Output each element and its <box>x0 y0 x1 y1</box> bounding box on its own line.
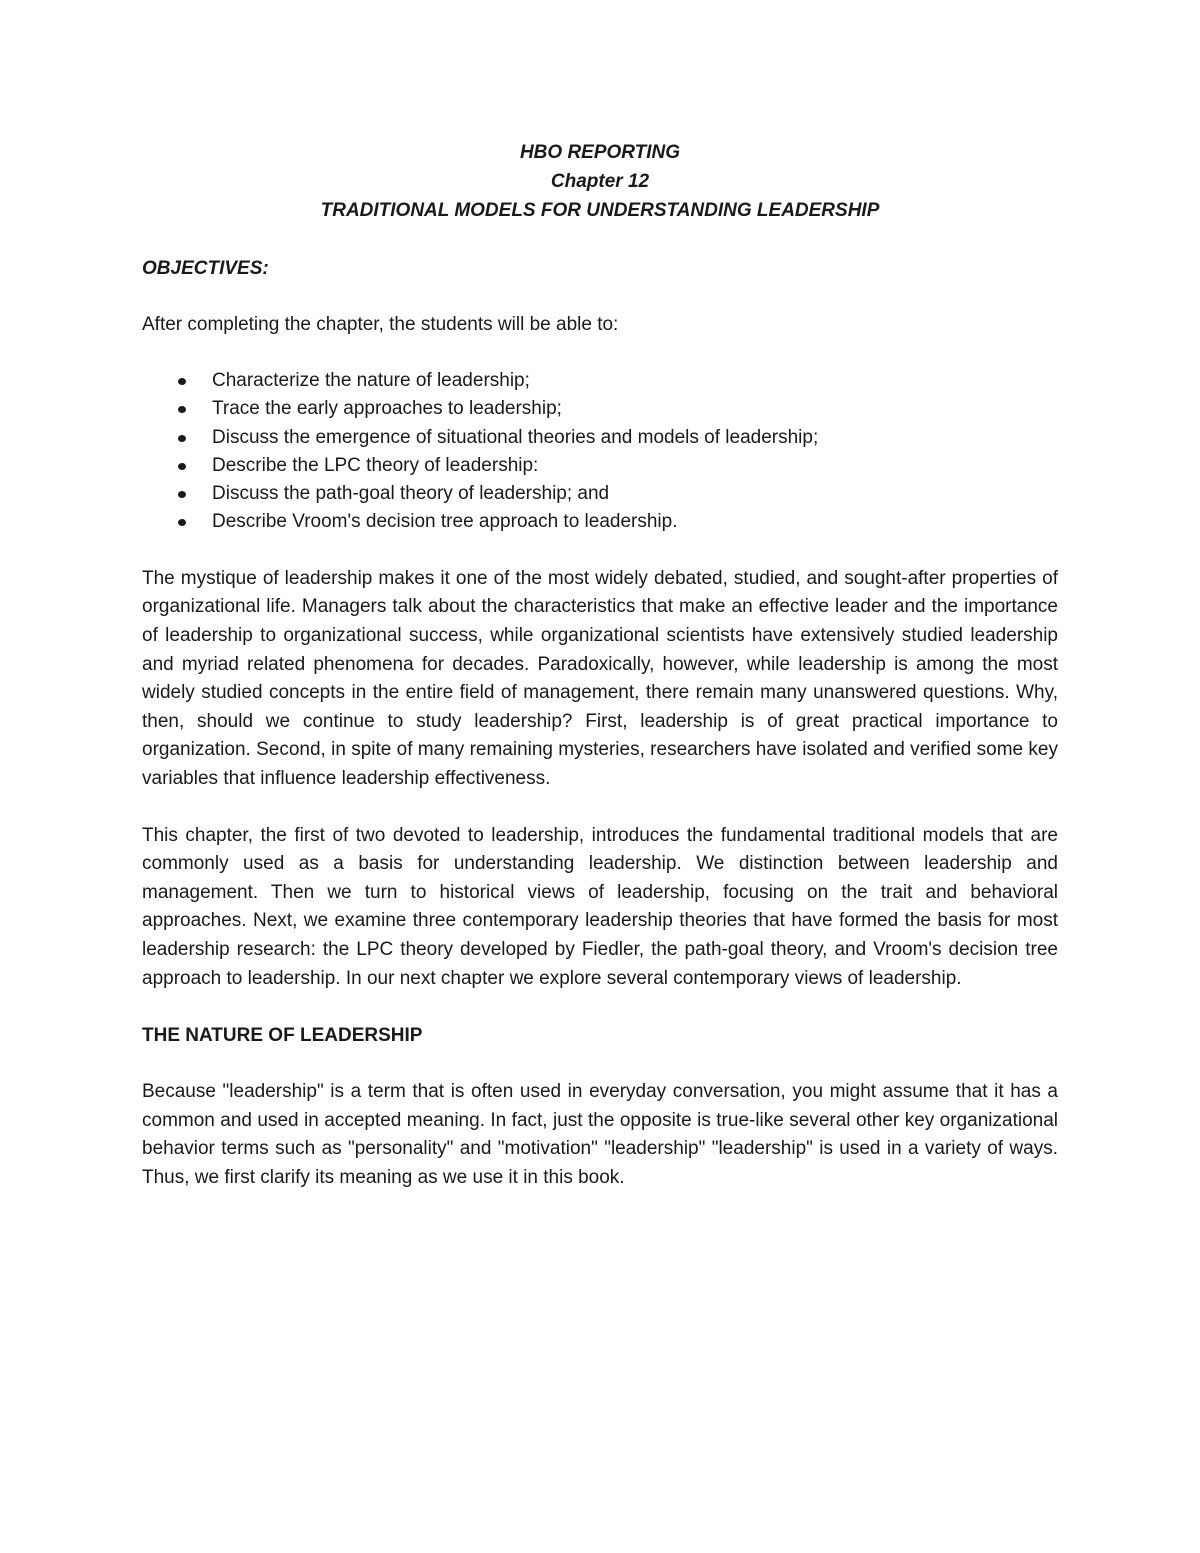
bullet-icon <box>178 491 186 498</box>
objectives-heading: OBJECTIVES: <box>142 258 269 279</box>
list-item <box>142 424 1058 452</box>
objective-text: Describe the LPC theory of leadership: <box>212 454 539 476</box>
objectives-intro: After completing the chapter, the students will be able to: <box>142 314 619 335</box>
bullet-icon <box>178 463 186 470</box>
chapter-number: Chapter 12 <box>550 171 650 192</box>
objectives-list <box>142 367 1058 537</box>
list-item <box>142 508 1058 536</box>
list-item <box>142 452 1058 480</box>
bullet-icon <box>178 435 186 442</box>
list-item <box>142 480 1058 508</box>
document-page <box>142 138 1058 1192</box>
objective-text: Describe Vroom's decision tree approach to leadership. <box>212 511 678 533</box>
list-item <box>142 395 1058 423</box>
bullet-icon <box>178 378 186 385</box>
section-heading: THE NATURE OF LEADERSHIP <box>142 1025 423 1047</box>
paragraph-nature-of-leadership: Because "leadership" is a term that is often used in everyday conversation, you might assume that it has a common and used in accepted meaning. In fact, just the opposite is true-like several other key organizational behavior terms such as "personality" and "motivation" "leadership" "leadership" is used in a variety of ways. Thus, we first clarify its meaning as we use it in this book. <box>142 1081 1058 1188</box>
objective-text: Discuss the emergence of situational theories and models of leadership; <box>212 426 819 448</box>
paragraph-chapter-overview: This chapter, the first of two devoted to leadership, introduces the fundamental traditional models that are commonly used as a basis for understanding leadership. We distinction between leadership and management. Then we turn to historical views of leadership, focusing on the trait and behavioral approaches. Next, we examine three contemporary leadership theories that have formed the basis for most leadership research: the LPC theory developed by Fiedler, the path-goal theory, and Vroom's decision tree approach to leadership. In our next chapter we explore several contemporary views of leadership. <box>142 824 1058 989</box>
chapter-title: TRADITIONAL MODELS FOR UNDERSTANDING LEADERSHIP <box>320 200 880 221</box>
list-item <box>142 367 1058 395</box>
bullet-icon <box>178 519 186 526</box>
objective-text: Trace the early approaches to leadership; <box>212 398 562 420</box>
bullet-icon <box>178 406 186 413</box>
title-block <box>142 138 1058 225</box>
paragraph-mystique: The mystique of leadership makes it one of the most widely debated, studied, and sought-after properties of organizational life. Managers talk about the characteristics that make an effective leader and the importance of leadership to organizational success, while organizational scientists have extensively studied leadership and myriad related phenomena for decades. Paradoxically, however, while leadership is among the most widely studied concepts in the entire field of management, there remain many unanswered questions. Why, then, should we continue to study leadership? First, leadership is of great practical importance to organization. Second, in spite of many remaining mysteries, researchers have isolated and verified some key variables that influence leadership effectiveness. <box>142 567 1058 789</box>
objective-text: Characterize the nature of leadership; <box>212 370 530 391</box>
report-title: HBO REPORTING <box>519 142 681 163</box>
objective-text: Discuss the path-goal theory of leadership; and <box>212 483 610 505</box>
